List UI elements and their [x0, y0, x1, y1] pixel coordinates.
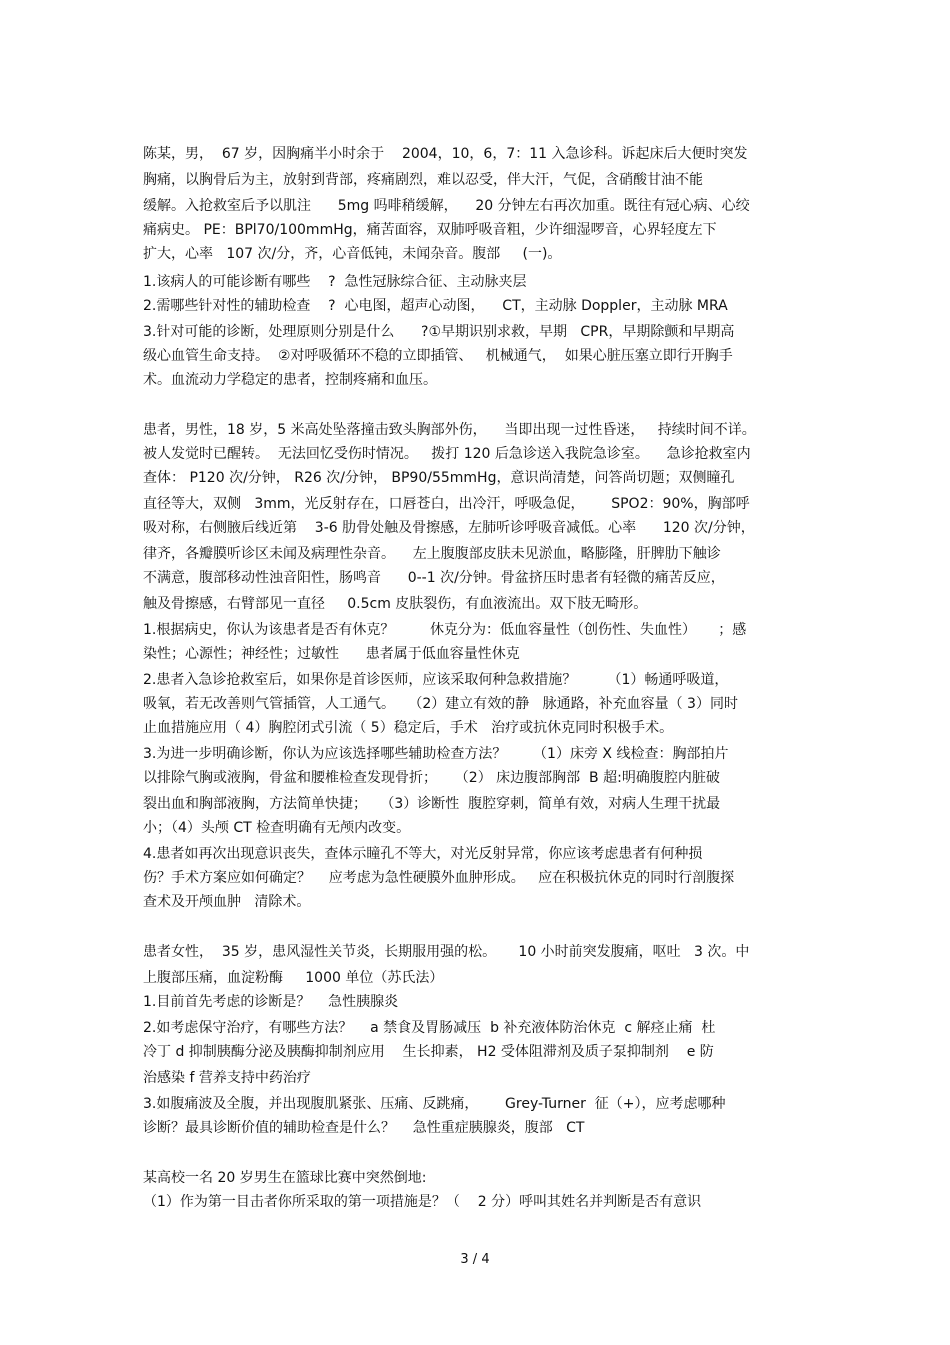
case2-line-1: 患者，男性，18 岁，5 米高处坠落撞击致头胸部外伤， 当即出现一过性昏迷， 持续时间不详。 [143, 422, 756, 438]
case2-question-4: 4.患者如再次出现意识丧失，查体示瞳孔不等大，对光反射异常，你应该考虑患者有何种损 [143, 846, 703, 862]
case2-answer-3-line-1: 以排除气胸或液胸，骨盆和腰椎检查发现骨折； （2） 床边腹部胸部 B 超:明确腹腔内脏破 [143, 770, 720, 786]
case3-line-2: 上腹部压痛，血淀粉酶 1000 单位（苏氏法） [143, 970, 444, 986]
case2-answer-4-line-1: 伤？手术方案应如何确定？ 应考虑为急性硬膜外血肿形成。 应在积极抗休克的同时行剖腹探 [143, 870, 735, 886]
case2-line-6: 律齐，各瓣膜听诊区未闻及病理性杂音。 左上腹腹部皮肤未见淤血，略膨隆，肝脾肋下触诊 [143, 546, 721, 562]
case3-question-3: 3.如腹痛波及全腹，并出现腹肌紧张、压痛、反跳痛， Grey-Turner 征（+），应考虑哪种 [143, 1096, 726, 1112]
case4-line-1: 某高校一名 20 岁男生在篮球比赛中突然倒地: [143, 1170, 427, 1186]
case2-question-3: 3.为进一步明确诊断，你认为应该选择哪些辅助检查方法？ （1）床旁 X 线检查：胸部拍片 [143, 746, 729, 762]
case2-line-7: 不满意，腹部移动性浊音阳性，肠鸣音 0--1 次/分钟。骨盆挤压时患者有轻微的痛苦反应， [143, 570, 725, 586]
case1-answer-line-2: 级心血管生命支持。 ②对呼吸循环不稳的立即插管、 机械通气， 如果心脏压塞立即行开胸手 [143, 348, 733, 364]
case2-question-2: 2.患者入急诊抢救室后，如果你是首诊医师，应该采取何种急救措施？ （1）畅通呼吸道， [143, 672, 729, 688]
case2-question-1: 1.根据病史，你认为该患者是否有休克？ 休克分为：低血容量性（创伤性、失血性） ；感 [143, 622, 747, 638]
page-number: 3 / 4 [460, 1252, 490, 1267]
case1-question-1: 1.该病人的可能诊断有哪些 ? 急性冠脉综合征、主动脉夹层 [143, 274, 527, 290]
case1-question-2: 2.需哪些针对性的辅助检查 ? 心电图，超声心动图， CT，主动脉 Doppler，主动脉 MRA [143, 298, 728, 314]
case1-line-2: 胸痛，以胸骨后为主，放射到背部，疼痛剧烈，难以忍受，伴大汗，气促，含硝酸甘油不能 [143, 172, 703, 188]
case2-line-8: 触及骨擦感，右臂部见一直径 0.5cm 皮肤裂伤，有血液流出。双下肢无畸形。 [143, 596, 648, 612]
case1-answer-line-3: 术。血流动力学稳定的患者，控制疼痛和血压。 [143, 372, 437, 388]
case3-question-1: 1.目前首先考虑的诊断是？ 急性胰腺炎 [143, 994, 399, 1010]
case3-line-1: 患者女性， 35 岁，患风湿性关节炎，长期服用强的松。 10 小时前突发腹痛，呕吐 3 次。中 [143, 944, 750, 960]
case2-answer-3-line-3: 小；（4）头颅 CT 检查明确有无颅内改变。 [143, 820, 411, 836]
case1-line-4: 痛病史。 PE：BPl70/100mmHg，痛苦面容，双肺呼吸音粗，少许细湿啰音，心界轻度左下 [143, 222, 717, 238]
case2-line-4: 直径等大，双侧 3mm，光反射存在，口唇苍白，出冷汗，呼吸急促， SPO2：90%，胸部呼 [143, 496, 750, 512]
case3-answer-2-line-1: 冷丁 d 抑制胰酶分泌及胰酶抑制剂应用 生长抑素， H2 受体阻滞剂及质子泵抑制剂 e 防 [143, 1044, 714, 1060]
case4-question-1: （1）作为第一目击者你所采取的第一项措施是？（ 2 分）呼叫其姓名并判断是否有意识 [143, 1194, 702, 1210]
case2-answer-1: 染性；心源性；神经性；过敏性 患者属于低血容量性休克 [143, 646, 520, 662]
case2-answer-4-line-2: 查术及开颅血肿 清除术。 [143, 894, 311, 910]
case3-answer-2-line-2: 治感染 f 营养支持中药治疗 [143, 1070, 311, 1086]
case2-answer-2-line-1: 吸氧，若无改善则气管插管，人工通气。 （2）建立有效的静 脉通路，补充血容量（ 3）同时 [143, 696, 738, 712]
case3-question-2: 2.如考虑保守治疗，有哪些方法？ a 禁食及胃肠减压 b 补充液体防治休克 c 解痉止痛 杜 [143, 1020, 716, 1036]
case2-line-2: 被人发觉时已醒转。 无法回忆受伤时情况。 拨打 120 后急诊送入我院急诊室。 急诊抢救室内 [143, 446, 751, 462]
case1-line-1: 陈某，男， 67 岁，因胸痛半小时余于 2004，10，6，7：11 入急诊科。诉起床后大便时突发 [143, 146, 748, 162]
case2-answer-2-line-2: 止血措施应用（ 4）胸腔闭式引流（ 5）稳定后，手术 治疗或抗休克同时积极手术。 [143, 720, 674, 736]
case2-answer-3-line-2: 裂出血和胸部液胸，方法简单快捷； （3）诊断性 腹腔穿刺，简单有效，对病人生理干扰最 [143, 796, 721, 812]
case2-line-3: 查体： P120 次/分钟， R26 次/分钟， BP90/55mmHg，意识尚清楚，问答尚切题；双侧瞳孔 [143, 470, 735, 486]
case3-answer-3: 诊断？最具诊断价值的辅助检查是什么？ 急性重症胰腺炎，腹部 CT [143, 1120, 585, 1136]
case1-line-5: 扩大，心率 107 次/分，齐，心音低钝，未闻杂音。腹部 (一)。 [143, 246, 562, 262]
case1-line-3: 缓解。入抢救室后予以肌注 5mg 吗啡稍缓解， 20 分钟左右再次加重。既往有冠心病、心绞 [143, 198, 750, 214]
case1-question-3: 3.针对可能的诊断，处理原则分别是什么 ?①早期识别求救，早期 CPR，早期除颤和早期高 [143, 324, 735, 340]
case2-line-5: 吸对称，右侧腋后线近第 3-6 肋骨处触及骨擦感，左肺听诊呼吸音减低。心率 120 次/分钟， [143, 520, 755, 536]
